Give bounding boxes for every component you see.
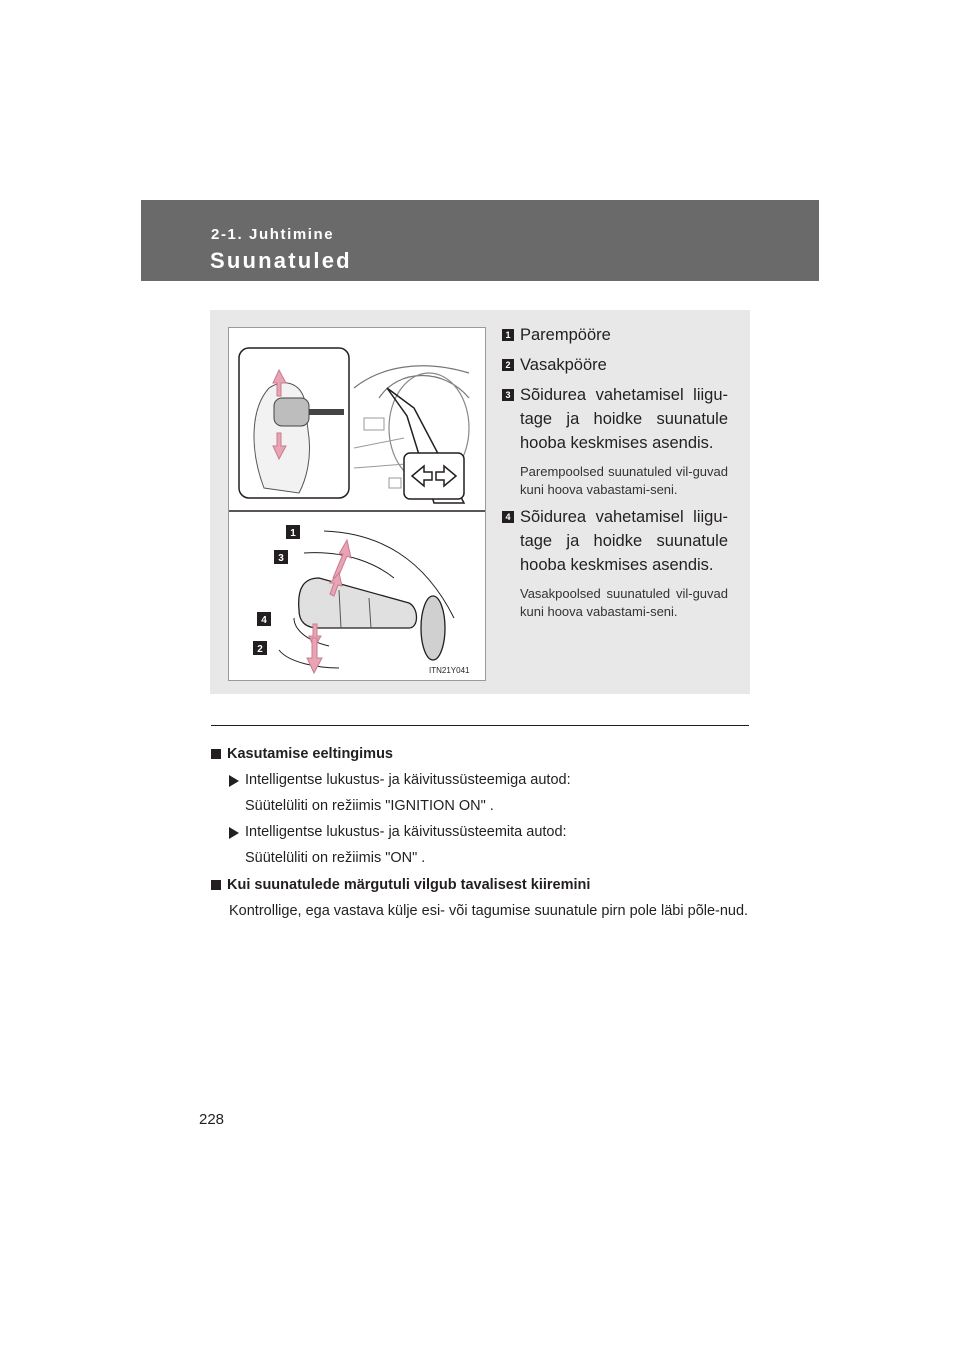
turn-signal-lever-drawing xyxy=(229,328,485,680)
number-badge: 3 xyxy=(502,389,514,401)
legend-text: Sõidurea vahetamisel liigu-tage ja hoidke suunatule hooba keskmises asendis. xyxy=(520,508,728,574)
legend-text: Vasakpööre xyxy=(520,356,607,374)
bullet-item xyxy=(211,770,749,791)
legend-text: Parempööre xyxy=(520,326,611,344)
page-number: 228 xyxy=(199,1111,225,1128)
figure-panel xyxy=(210,310,750,694)
legend-item xyxy=(502,505,728,621)
note-body: Kontrollige, ega vastava külje esi- või tagumise suunatule pirn pole läbi põle-nud. xyxy=(229,903,749,919)
bullet-text: Intelligentse lukustus- ja käivitussüsteemiga autod: xyxy=(245,772,571,788)
square-bullet-icon xyxy=(211,880,221,890)
bullet-item xyxy=(211,822,749,843)
legend-item xyxy=(502,353,728,377)
bullet-text: Intelligentse lukustus- ja käivitussüsteemita autod: xyxy=(245,824,567,840)
turn-signal-illustration xyxy=(228,327,486,681)
callout-label-3: 3 xyxy=(278,553,284,564)
callout-label-2: 2 xyxy=(257,644,263,655)
triangle-bullet-icon xyxy=(229,827,239,839)
callout-badges xyxy=(253,525,300,655)
legend-item xyxy=(502,383,728,499)
legend-note: Parempoolsed suunatuled vil-guvad kuni hoova vabastami-seni. xyxy=(520,464,728,497)
legend xyxy=(502,323,728,627)
section-divider xyxy=(211,725,749,726)
note-heading xyxy=(211,875,749,896)
lever-body xyxy=(299,578,417,628)
bullet-subtext: Süütelüliti on režiimis "IGNITION ON" . xyxy=(245,798,494,814)
legend-text: Sõidurea vahetamisel liigu-tage ja hoidke suunatule hooba keskmises asendis. xyxy=(520,386,728,452)
bullet-subtext: Süütelüliti on režiimis "ON" . xyxy=(245,850,426,866)
callout-label-1: 1 xyxy=(290,528,296,539)
note-heading-text: Kui suunatulede märgutuli vilgub tavalisest kiiremini xyxy=(227,877,591,893)
note-heading xyxy=(211,744,749,765)
number-badge: 4 xyxy=(502,511,514,523)
legend-item xyxy=(502,323,728,347)
figure-code: ITN21Y041 xyxy=(429,666,470,675)
section-label: 2-1. Juhtimine xyxy=(211,226,335,243)
callout-label-4: 4 xyxy=(261,615,267,626)
notes-section xyxy=(211,744,749,922)
lever-base xyxy=(421,596,445,660)
number-badge: 1 xyxy=(502,329,514,341)
section-header xyxy=(141,200,819,281)
note-heading-text: Kasutamise eeltingimus xyxy=(227,746,393,762)
legend-note: Vasakpoolsed suunatuled vil-guvad kuni hoova vabastami-seni. xyxy=(520,586,728,619)
number-badge: 2 xyxy=(502,359,514,371)
triangle-bullet-icon xyxy=(229,775,239,787)
square-bullet-icon xyxy=(211,749,221,759)
arrow-right-turn-icon xyxy=(333,540,351,580)
lever-knob xyxy=(274,398,309,426)
page-title: Suunatuled xyxy=(210,248,352,273)
